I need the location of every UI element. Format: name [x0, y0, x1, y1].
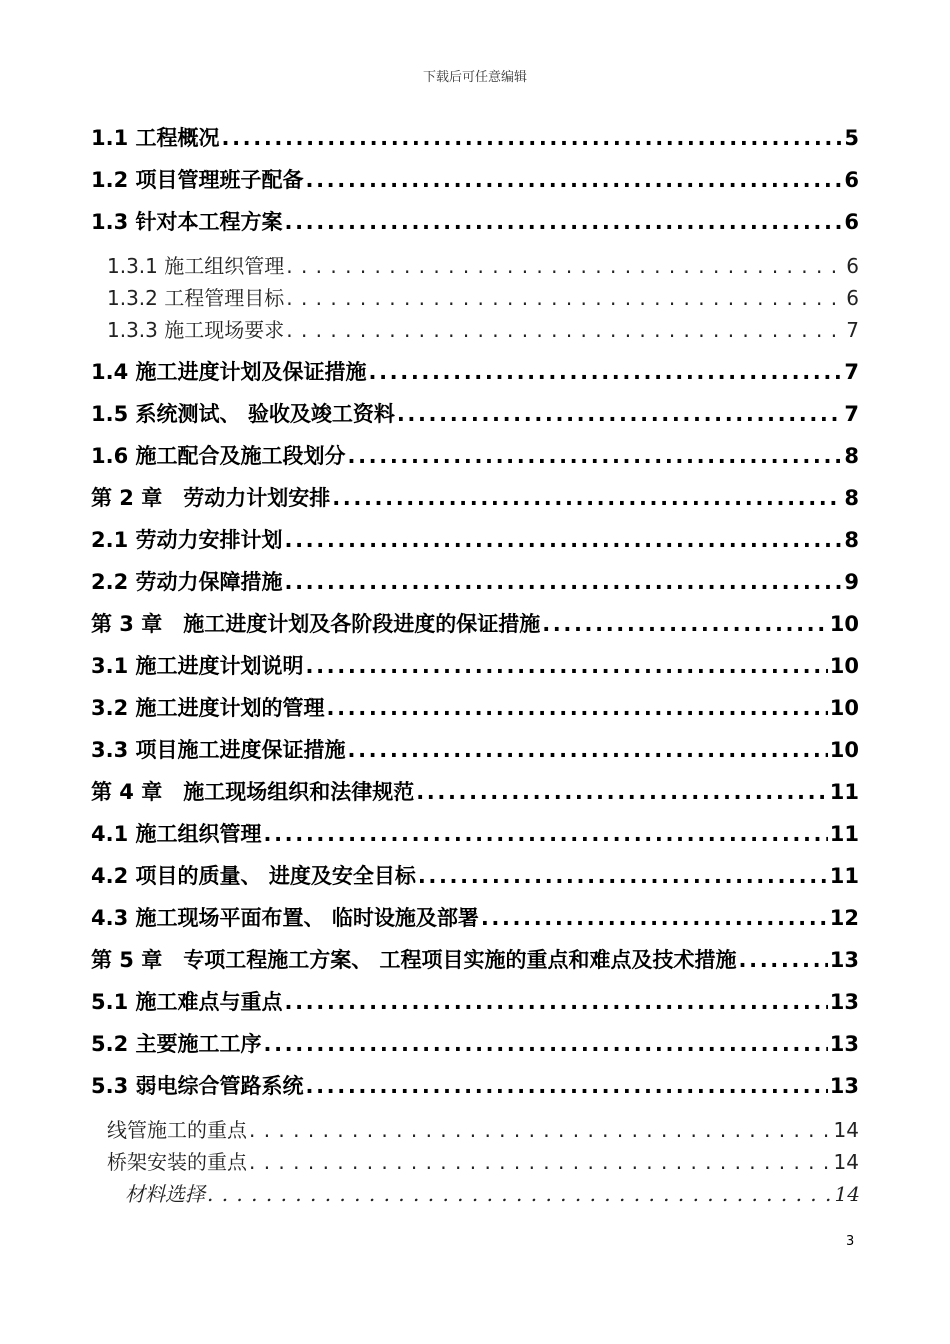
toc-entry-page: 10: [829, 696, 859, 720]
toc-entry-page: 7: [844, 402, 859, 426]
toc-entry[interactable]: [91, 734, 859, 764]
toc-leader-dots: [207, 1182, 833, 1206]
toc-entry-page: 11: [829, 864, 859, 888]
toc-entry[interactable]: [107, 1114, 859, 1143]
toc-leader-dots: [285, 210, 843, 234]
toc-leader-dots: [369, 360, 843, 384]
toc-entry[interactable]: [91, 986, 859, 1016]
toc-entry-label: 1.6 施工配合及施工段划分: [91, 444, 346, 468]
toc-entry-page: 6: [844, 168, 859, 192]
toc-entry[interactable]: [91, 902, 859, 932]
toc-entry-label: 4.2 项目的质量、 进度及安全目标: [91, 864, 416, 888]
toc-leader-dots: [542, 612, 828, 636]
toc-leader-dots: [416, 780, 828, 804]
toc-entry-label: 线管施工的重点: [107, 1118, 247, 1142]
toc-entry[interactable]: [91, 650, 859, 680]
toc-leader-dots: [306, 1074, 828, 1098]
toc-entry[interactable]: [91, 398, 859, 428]
toc-leader-dots: [285, 528, 843, 552]
toc-entry-label: 5.2 主要施工工序: [91, 1032, 262, 1056]
toc-leader-dots: [397, 402, 843, 426]
toc-entry-label: 第 2 章 劳动力计划安排: [91, 486, 331, 510]
toc-entry-page: 14: [833, 1150, 859, 1174]
toc-entry-page: 6: [846, 254, 859, 278]
toc-entry[interactable]: [91, 1070, 859, 1100]
toc-leader-dots: [418, 864, 828, 888]
toc-entry-label: 1.1 工程概况: [91, 126, 220, 150]
toc-leader-dots: [285, 990, 828, 1014]
toc-entry-page: 13: [829, 1074, 859, 1098]
toc-entry[interactable]: [91, 122, 859, 152]
toc-entry[interactable]: [107, 282, 859, 311]
toc-entry-label: 桥架安装的重点: [107, 1150, 247, 1174]
toc-entry[interactable]: [91, 608, 859, 638]
toc-entry-page: 7: [846, 318, 859, 342]
toc-entry[interactable]: [125, 1178, 860, 1207]
toc-entry-page: 10: [829, 612, 859, 636]
toc-entry-page: 13: [829, 990, 859, 1014]
toc-leader-dots: [286, 318, 844, 342]
page-number: 3: [846, 1234, 855, 1249]
toc-entry[interactable]: [91, 776, 859, 806]
toc-entry-label: 第 5 章 专项工程施工方案、 工程项目实施的重点和难点及技术措施: [91, 948, 737, 972]
toc-entry-label: 第 4 章 施工现场组织和法律规范: [91, 780, 415, 804]
toc-entry-label: 3.2 施工进度计划的管理: [91, 696, 325, 720]
toc-leader-dots: [348, 444, 843, 468]
toc-entry-label: 3.1 施工进度计划说明: [91, 654, 304, 678]
toc-leader-dots: [249, 1150, 832, 1174]
toc-entry-label: 1.4 施工进度计划及保证措施: [91, 360, 367, 384]
toc-entry-label: 材料选择: [125, 1182, 205, 1206]
toc-entry-page: 9: [844, 570, 859, 594]
toc-entry[interactable]: [91, 524, 859, 554]
toc-leader-dots: [222, 126, 843, 150]
toc-entry-page: 13: [829, 1032, 859, 1056]
page-header-note: 下载后可任意编辑: [422, 70, 527, 85]
toc-entry-page: 8: [844, 444, 859, 468]
toc-entry-label: 1.2 项目管理班子配备: [91, 168, 304, 192]
toc-entry[interactable]: [91, 1028, 859, 1058]
toc-entry[interactable]: [107, 250, 859, 279]
toc-entry-label: 1.3.3 施工现场要求: [107, 318, 285, 342]
toc-entry-page: 5: [844, 126, 859, 150]
toc-entry-page: 10: [829, 738, 859, 762]
toc-entry-label: 4.3 施工现场平面布置、 临时设施及部署: [91, 906, 479, 930]
toc-leader-dots: [306, 168, 843, 192]
toc-leader-dots: [249, 1118, 832, 1142]
toc-leader-dots: [481, 906, 828, 930]
toc-entry-label: 1.5 系统测试、 验收及竣工资料: [91, 402, 395, 426]
toc-entry-page: 8: [844, 528, 859, 552]
toc-entry-page: 7: [844, 360, 859, 384]
toc-entry[interactable]: [107, 1146, 859, 1175]
toc-entry-label: 1.3.2 工程管理目标: [107, 286, 285, 310]
toc-entry-label: 2.1 劳动力安排计划: [91, 528, 283, 552]
toc-entry-page: 14: [834, 1182, 860, 1206]
toc-leader-dots: [286, 254, 844, 278]
toc-leader-dots: [264, 822, 828, 846]
toc-entry-page: 10: [829, 654, 859, 678]
toc-leader-dots: [285, 570, 843, 594]
toc-leader-dots: [739, 948, 828, 972]
toc-entry-label: 第 3 章 施工进度计划及各阶段进度的保证措施: [91, 612, 541, 636]
toc-entry[interactable]: [91, 944, 859, 974]
toc-entry-page: 13: [829, 948, 859, 972]
toc-entry-page: 14: [833, 1118, 859, 1142]
toc-leader-dots: [286, 286, 844, 310]
toc-entry[interactable]: [91, 164, 859, 194]
toc-leader-dots: [348, 738, 828, 762]
toc-entry-label: 5.3 弱电综合管路系统: [91, 1074, 304, 1098]
toc-entry[interactable]: [91, 206, 859, 236]
toc-entry[interactable]: [91, 440, 859, 470]
toc-entry-page: 12: [829, 906, 859, 930]
toc-entry-label: 3.3 项目施工进度保证措施: [91, 738, 346, 762]
toc-leader-dots: [327, 696, 828, 720]
toc-entry-label: 1.3 针对本工程方案: [91, 210, 283, 234]
toc-entry[interactable]: [107, 314, 859, 343]
toc-entry-page: 11: [829, 822, 859, 846]
toc-entry[interactable]: [91, 860, 859, 890]
toc-entry-page: 8: [844, 486, 859, 510]
toc-entry[interactable]: [91, 356, 859, 386]
toc-entry-label: 4.1 施工组织管理: [91, 822, 262, 846]
toc-entry-label: 2.2 劳动力保障措施: [91, 570, 283, 594]
toc-leader-dots: [332, 486, 842, 510]
toc-entry[interactable]: [91, 692, 859, 722]
toc-leader-dots: [306, 654, 828, 678]
toc-entry-page: 6: [846, 286, 859, 310]
toc-entry-page: 6: [844, 210, 859, 234]
toc-leader-dots: [264, 1032, 828, 1056]
toc-entry[interactable]: [91, 482, 859, 512]
toc-entry-page: 11: [829, 780, 859, 804]
toc-entry[interactable]: [91, 566, 859, 596]
toc-entry[interactable]: [91, 818, 859, 848]
toc-entry-label: 1.3.1 施工组织管理: [107, 254, 285, 278]
toc-entry-label: 5.1 施工难点与重点: [91, 990, 283, 1014]
